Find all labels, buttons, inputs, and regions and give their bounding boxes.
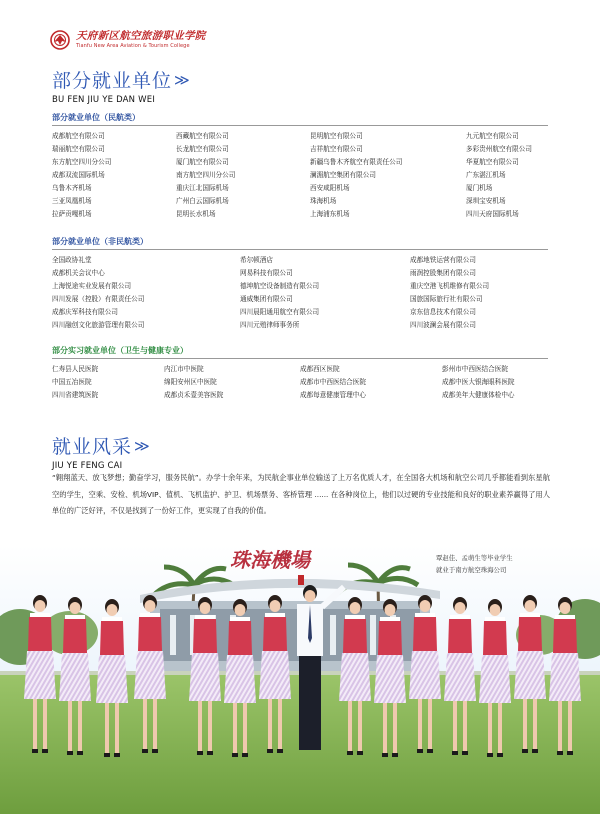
employer-list-item: 重庆空港飞机维修有限公司 [410,282,490,290]
employer-list-item: 四川融创文化旅游管理有限公司 [52,321,145,329]
employer-list-item: 内江市中医院 [164,365,204,373]
employers-title-en: BU FEN JIU YE DAN WEI [52,95,156,105]
employer-list-item: 深圳宝安机场 [466,197,506,205]
employer-list-item: 西安咸阳机场 [310,184,350,192]
category-divider [52,358,548,359]
employer-list-item: 四川波澜会展有限公司 [410,321,476,329]
employer-list-item: 国旅国际旅行社有限公司 [410,295,483,303]
graduate-skirt [374,655,406,703]
employer-list-item: 四川省建筑医院 [52,391,99,399]
employer-list-item: 中国五冶医院 [52,378,92,386]
employer-list-item: 厦门机场 [466,184,493,192]
graduate-skirt [549,653,581,701]
employer-list-item: 绵阳安州区中医院 [164,378,217,386]
employment-description: “翱翔蓝天、放飞梦想；勤奋学习，服务民航”。办学十余年来，为民航企事业单位输送了上万名优质人才，在全国各大机场和航空公司几乎都能看到东星航空的学生，空乘、安检、机场VIP、值机、飞机监护、护卫、机场票务、客桥管理 ...... 在各种岗位上，他们以过硬的专业技能和良好的职业素养赢得了用人单位的广泛好评，不仅是找到了一份好工作，更实现了自我的价值。 [52,473,550,515]
graduate-uniform [483,621,507,655]
graduate-skirt [479,655,511,703]
employer-list-item: 成都中医大银海眼科医院 [442,378,515,386]
employer-list-item: 多彩贵州航空有限公司 [466,145,532,153]
category-non-civil-label: 部分就业单位（非民航类） [52,237,148,246]
employer-list-item: 德坤航空设备制造有限公司 [240,282,320,290]
employer-list-item: 通威集团有限公司 [240,295,293,303]
employer-list-item: 四川晨阳通用航空有限公司 [240,308,320,316]
style-title-cn: 就业风采 [52,436,133,458]
employer-list-item: 成都航空有限公司 [52,132,105,140]
employer-list-item: 瑞丽航空有限公司 [52,145,105,153]
employer-list-item: 成都双流国际机场 [52,171,105,179]
style-section-title [52,432,151,471]
employer-list-item: 成都贞禾壹美容医院 [164,391,224,399]
graduates-group-photo [0,545,600,814]
employer-list-item: 东方航空四川分公司 [52,158,112,166]
airport-sign: 珠海機場 [230,548,310,572]
employer-list-item: 昆明长水机场 [176,210,216,218]
civil-employer-list [52,130,566,221]
employer-list-item: 成都西区医院 [300,365,340,373]
employer-list-item: 西藏航空有限公司 [176,132,229,140]
employer-list-item: 广州白云国际机场 [176,197,229,205]
college-logo [50,30,206,50]
employer-list-item: 成都庆军科技有限公司 [52,308,118,316]
employer-list-item: 仁寿县人民医院 [52,365,99,373]
employer-list-item: 新疆乌鲁木齐航空有限责任公司 [310,158,403,166]
graduate-uniform [28,617,52,651]
employer-list-item: 上海悦途实业发展有限公司 [52,282,132,290]
graduate-skirt [24,651,56,699]
college-emblem-icon [50,30,70,50]
college-name-en: Tianfu New Area Aviation & Tourism College [76,42,190,49]
non-civil-employer-list [52,254,550,332]
title-arrows-icon: ≫ [174,71,191,89]
employer-list-item: 昆明航空有限公司 [310,132,363,140]
title-arrows-icon: ≫ [134,437,151,455]
employer-list-item: 成都每意健康管理中心 [300,391,366,399]
employer-list-item: 九元航空有限公司 [466,132,519,140]
graduate-skirt [514,651,546,699]
employer-list-item: 上海浦东机场 [310,210,350,218]
employer-list-item: 雨润控股集团有限公司 [410,269,476,277]
employer-list-item: 彭州市中西医结合医院 [442,365,508,373]
employer-list-item: 广东湛江机场 [466,171,506,179]
graduate-skirt [259,651,291,699]
graduate-skirt [96,655,128,703]
employer-list-item: 网易科技有限公司 [240,269,293,277]
graduate-uniform [553,619,577,653]
graduate-skirt [59,653,91,701]
photo-caption [436,552,566,576]
employers-title-cn: 部分就业单位 [52,70,173,92]
category-health-label: 部分实习就业单位（卫生与健康专业） [52,346,188,355]
employer-list-item: 成都市中西医结合医院 [300,378,366,386]
employer-list-item: 拉萨贡嘎机场 [52,210,92,218]
graduate-skirt [189,653,221,701]
caption-line-1: 覃赵佳、孟萌生等毕业学生 [436,554,513,562]
employer-list-item: 长龙航空有限公司 [176,145,229,153]
category-divider [52,125,548,126]
graduate-uniform [63,619,87,653]
employers-section-title [52,66,191,105]
employer-list-item: 华夏航空有限公司 [466,158,519,166]
graduate-skirt [409,651,441,699]
employer-list-item: 希尔顿酒店 [240,256,273,264]
employer-list-item: 澜湄航空集团有限公司 [310,171,376,179]
graduate-uniform [228,621,252,655]
employer-list-item: 重庆江北国际机场 [176,184,229,192]
graduate-skirt [339,653,371,701]
employer-list-item: 四川发展（控股）有限责任公司 [52,295,145,303]
employer-list-item: 成都地铁运营有限公司 [410,256,476,264]
employer-list-item: 乌鲁木齐机场 [52,184,92,192]
employer-list-item: 四川元殖律师事务所 [240,321,300,329]
employer-list-item: 成都机关会议中心 [52,269,105,277]
graduate-uniform [413,617,437,651]
graduate-skirt [224,655,256,703]
caption-line-2: 就业于南方航空珠海公司 [436,566,507,574]
instructor-trousers [299,656,321,750]
employer-list-item: 四川天府国际机场 [466,210,519,218]
college-name-cn: 天府新区航空旅游职业学院 [76,30,206,43]
graduate-uniform [193,619,217,653]
employer-list-item: 吉祥航空有限公司 [310,145,363,153]
health-employer-list [52,363,552,402]
employer-list-item: 京东信息技术有限公司 [410,308,476,316]
graduate-skirt [134,651,166,699]
employer-list-item: 南方航空四川分公司 [176,171,236,179]
graduate-uniform [518,617,542,651]
graduate-uniform [138,617,162,651]
category-civil-label: 部分就业单位（民航类） [52,113,140,122]
graduate-uniform [448,619,472,653]
category-divider [52,249,548,250]
employer-list-item: 三亚凤凰机场 [52,197,92,205]
employer-list-item: 全国政协礼堂 [52,256,92,264]
employer-list-item: 成都美年大健康体检中心 [442,391,515,399]
graduate-skirt [444,653,476,701]
graduate-uniform [378,621,402,655]
graduate-uniform [263,617,287,651]
graduate-uniform [343,619,367,653]
employer-list-item: 厦门航空有限公司 [176,158,229,166]
employer-list-item: 珠海机场 [310,197,337,205]
style-title-en: JIU YE FENG CAI [52,461,123,471]
graduate-uniform [100,621,124,655]
